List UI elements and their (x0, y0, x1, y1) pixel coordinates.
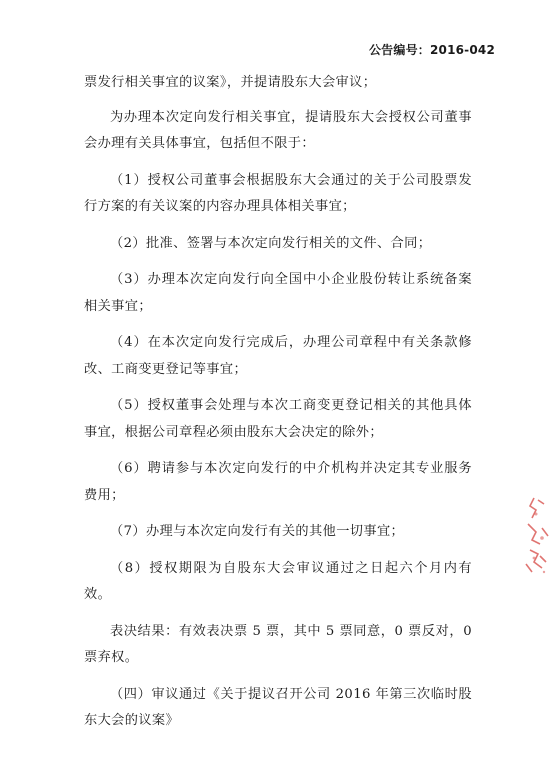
paragraph-item-7: （7）办理与本次定向发行有关的其他一切事宜； (110, 524, 405, 539)
paragraph-item-6: （6）聘请参与本次定向发行的中介机构并决定其专业服务费用； (84, 461, 472, 503)
paragraph-item-8: （8）授权期限为自股东大会审议通过之日起六个月内有效。 (84, 560, 472, 602)
notice-number: 公告编号：2016-042 (368, 43, 495, 57)
paragraph-item-4: （4）在本次定向发行完成后，办理公司章程中有关条款修改、工商变更登记等事宜； (84, 335, 472, 377)
paragraph-item-2: （2）批准、签署与本次定向发行相关的文件、合同； (110, 235, 432, 251)
paragraph-continuation: 票发行相关事宜的议案》，并提请股东大会审议； (84, 75, 377, 90)
paragraph-item-1: （1）授权公司董事会根据股东大会通过的关于公司股票发行方案的有关议案的内容办理具体相关事宜； (84, 172, 472, 214)
document-body (84, 70, 472, 745)
seal-stamp-icon (520, 492, 550, 582)
paragraph-item-5: （5）授权董事会处理与本次工商变更登记相关的其他具体事宜，根据公司章程必须由股东大会决定的除外； (84, 398, 472, 440)
paragraph-section-four: （四）审议通过《关于提议召开公司 2016 年第三次临时股东大会的议案》 (84, 686, 472, 728)
paragraph-authorization-intro: 为办理本次定向发行相关事宜，提请股东大会授权公司董事会办理有关具体事宜，包括但不限于： (84, 109, 472, 151)
paragraph-vote-result: 表决结果：有效表决票 5 票，其中 5 票同意，0 票反对，0 票弃权。 (84, 623, 472, 665)
paragraph-item-3: （3）办理本次定向发行向全国中小企业股份转让系统备案相关事宜； (84, 272, 472, 314)
